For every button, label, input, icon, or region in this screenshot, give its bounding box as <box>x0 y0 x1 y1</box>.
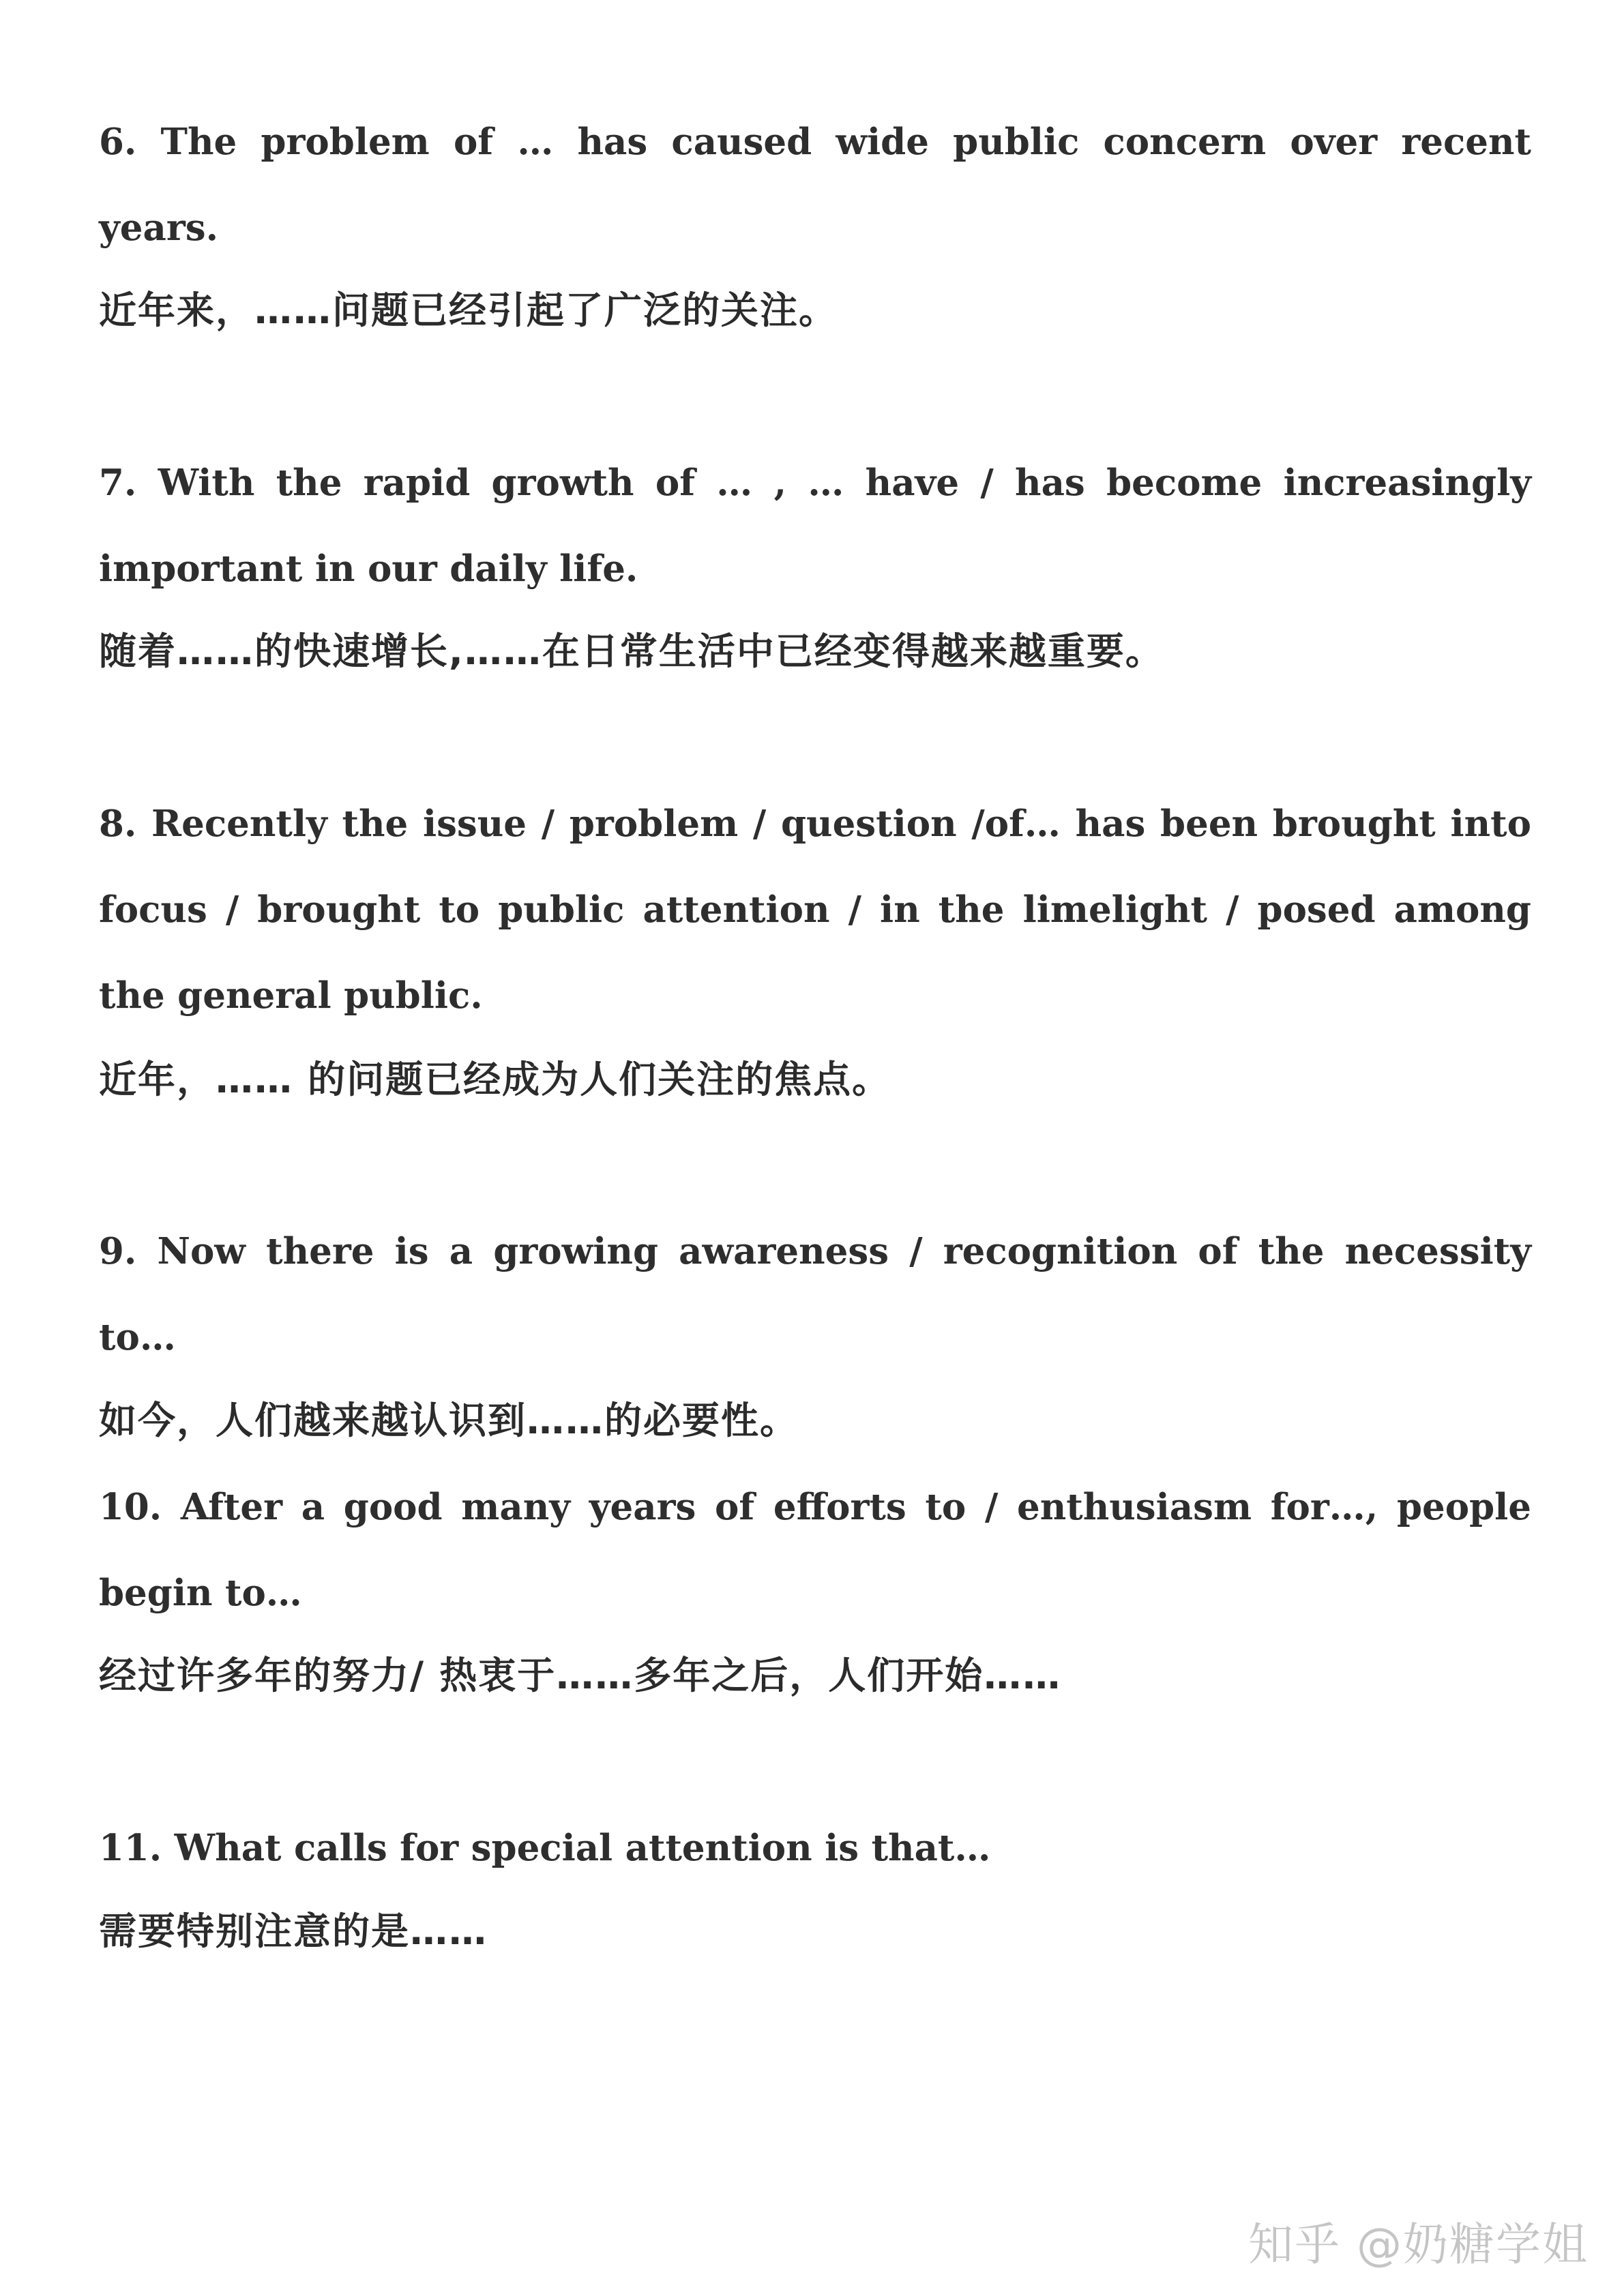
phrase-11-chinese: 需要特别注意的是…… <box>99 1909 488 1953</box>
phrase-7-english: 7. With the rapid growth of … , … have / has become increasingly important in our daily life. <box>99 462 1531 590</box>
phrase-9-english: 9. Now there is a growing awareness / recognition of the necessity to… <box>99 1230 1531 1358</box>
phrase-6-english: 6. The problem of … has caused wide public concern over recent years. <box>99 121 1531 249</box>
watermark: 知乎 @奶糖学姐 <box>1248 2218 1589 2271</box>
phrase-9-chinese: 如今，人们越来越认识到……的必要性。 <box>99 1399 799 1442</box>
phrase-10-chinese: 经过许多年的努力/ 热衷于……多年之后，人们开始…… <box>99 1654 1062 1697</box>
phrase-8-chinese: 近年，…… 的问题已经成为人们关注的焦点。 <box>99 1058 891 1101</box>
phrase-8-english: 8. Recently the issue / problem / question /of… has been brought into focus / brought to public attention / in the limelight / posed among the general public. <box>99 803 1531 1017</box>
phrase-10-english: 10. After a good many years of efforts to / enthusiasm for…, people begin to… <box>99 1486 1531 1614</box>
phrase-11-english: 11. What calls for special attention is that… <box>99 1827 991 1869</box>
phrase-7-chinese: 随着……的快速增长,……在日常生活中已经变得越来越重要。 <box>99 629 1164 673</box>
phrase-6-chinese: 近年来，……问题已经引起了广泛的关注。 <box>99 288 838 332</box>
